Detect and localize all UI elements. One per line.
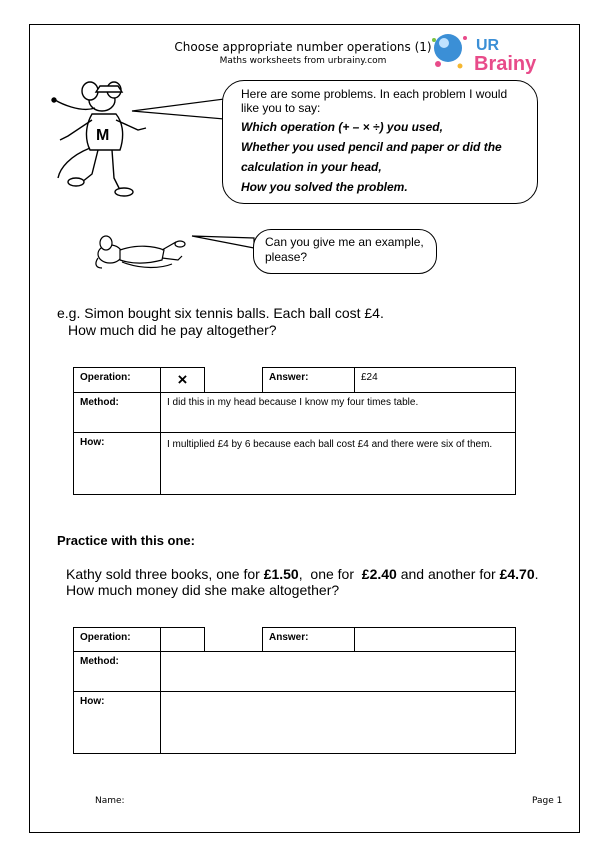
example-operation-label: Operation: — [74, 368, 161, 393]
practice-answer-input[interactable] — [355, 628, 516, 652]
bubble-pointer — [130, 95, 230, 125]
example-line-1: e.g. Simon bought six tennis balls. Each ball cost £4. — [57, 305, 384, 321]
speech-bubble-instructions — [222, 80, 538, 204]
footer-name-label: Name: — [95, 796, 125, 806]
q-price-3: £4.70 — [499, 566, 535, 582]
q-price-2: £2.40 — [361, 566, 397, 582]
example-method-value: I did this in my head because I know my four times table. — [161, 393, 516, 433]
practice-method-label: Method: — [74, 652, 161, 692]
example-how-value: I multiplied £4 by 6 because each ball cost £4 and there were six of them. — [161, 433, 516, 495]
practice-method-input[interactable] — [161, 652, 516, 692]
mouse-lying-illustration — [92, 228, 187, 273]
logo-ur-text: UR — [476, 37, 500, 54]
example-question — [57, 305, 384, 339]
practice-question-line-2: How much money did she make altogether? — [66, 582, 340, 598]
speech-bubble-example-request: Can you give me an example, please? — [253, 229, 437, 274]
practice-heading: Practice with this one: — [57, 533, 195, 548]
worksheet-subtitle: Maths worksheets from urbrainy.com — [219, 56, 387, 66]
practice-how-input[interactable] — [161, 692, 516, 754]
example-answer-table — [73, 367, 516, 495]
practice-operation-input[interactable] — [161, 628, 205, 652]
example-operation-value: × — [177, 370, 188, 389]
practice-answer-label: Answer: — [263, 628, 355, 652]
worksheet-title: Choose appropriate number operations (1) — [174, 40, 432, 54]
q-text-2: , one for — [298, 566, 362, 582]
footer-page-number: Page 1 — [532, 796, 563, 806]
practice-how-label: How: — [74, 692, 161, 754]
q-price-1: £1.50 — [263, 566, 299, 582]
spacer-cell — [205, 628, 263, 652]
bubble-line-operation: Which operation (+ – × ÷) you used, — [241, 120, 443, 134]
q-text-4: . — [534, 566, 539, 582]
practice-question-line-1 — [66, 566, 539, 582]
urbrainy-logo — [430, 30, 550, 78]
example-method-label: Method: — [74, 393, 161, 433]
bubble-line-how: How you solved the problem. — [241, 180, 408, 194]
example-how-label: How: — [74, 433, 161, 495]
practice-question — [66, 566, 539, 598]
bubble-pointer-small — [190, 232, 256, 252]
practice-answer-table — [73, 627, 516, 754]
example-line-2: How much did he pay altogether? — [68, 322, 277, 338]
example-answer-label: Answer: — [263, 368, 355, 393]
q-text-1: Kathy sold three books, one for — [66, 566, 264, 582]
practice-operation-label: Operation: — [74, 628, 161, 652]
bubble-intro-text: Here are some problems. In each problem I would like you to say: — [241, 87, 508, 115]
bubble-line-pencil: Whether you used pencil and paper or did the calculation in your head, — [241, 140, 502, 174]
logo-brainy-text: Brainy — [474, 53, 537, 75]
q-text-3: and another for — [396, 566, 500, 582]
svg-text:M: M — [96, 127, 110, 144]
example-answer-value: £24 — [355, 368, 516, 393]
spacer-cell — [205, 368, 263, 393]
